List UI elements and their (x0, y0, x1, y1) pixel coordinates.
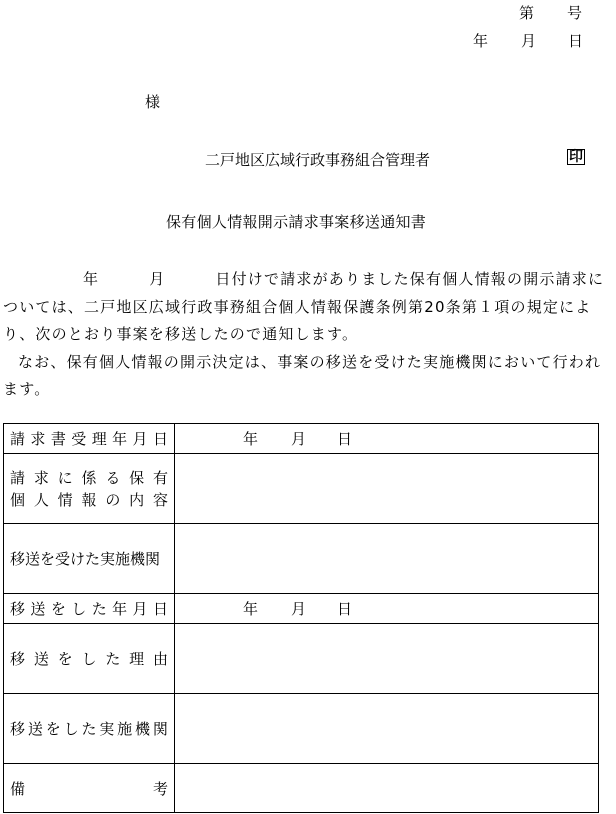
label-char: 移 (10, 720, 26, 738)
label-char: 請 (10, 468, 26, 487)
request-date-year: 年 (83, 270, 100, 288)
label-char: 求 (30, 430, 46, 448)
label-char: 容 (152, 490, 168, 509)
value-requested-info-content[interactable] (175, 454, 599, 524)
recipient-honorific: 様 (145, 93, 161, 111)
body-paragraph-1 (3, 266, 615, 349)
label-char: 理 (129, 650, 145, 668)
table-row-transfer-date (4, 594, 599, 624)
label-char: 備 (10, 779, 26, 798)
label-char: 情 (57, 490, 73, 509)
label-char: 内 (129, 490, 145, 509)
label-char: 係 (81, 468, 97, 487)
label-char: 保 (129, 468, 145, 487)
table-row-request-received-date (4, 424, 599, 454)
label-char: を (45, 720, 61, 738)
document-title: 保有個人情報開示請求事案移送通知書 (166, 213, 427, 231)
label-char: 報 (81, 490, 97, 509)
label-char: 年 (112, 600, 128, 618)
body-text (3, 266, 615, 404)
table-row-requested-info-content (4, 454, 599, 524)
label-char: を (57, 650, 73, 668)
label-char: 日 (152, 430, 168, 448)
issue-date-year: 年 (473, 32, 489, 50)
label-remarks (4, 764, 175, 813)
number-prefix: 第 (519, 4, 535, 22)
table-row-transfer-reason (4, 624, 599, 694)
label-requested-info-content (4, 454, 175, 524)
seal-icon: 印 (569, 149, 583, 165)
value-transfer-date[interactable] (175, 594, 599, 624)
label-char: 求 (33, 468, 49, 487)
value-receiving-agency[interactable] (175, 524, 599, 594)
label-char: し (63, 720, 79, 738)
value-request-received-date[interactable] (175, 424, 599, 454)
issue-date-day: 日 (568, 32, 584, 50)
label-char: 理 (91, 430, 107, 448)
number-suffix: 号 (567, 4, 583, 22)
table-row-receiving-agency (4, 524, 599, 594)
label-char: 書 (50, 430, 66, 448)
label-char: 個 (10, 490, 26, 509)
issuer-name: 二戸地区広域行政事務組合管理者 (205, 151, 431, 169)
date-year: 年 (243, 600, 259, 618)
label-receiving-agency: 移送を受けた実施機関 (4, 524, 175, 594)
value-transferring-agency[interactable] (175, 694, 599, 764)
issue-date (473, 30, 583, 51)
label-char: 請 (10, 430, 26, 448)
label-transferring-agency (4, 694, 175, 764)
label-char: し (81, 650, 97, 668)
label-char: 月 (132, 430, 148, 448)
label-char: 有 (152, 468, 168, 487)
label-char: る (105, 468, 121, 487)
label-char: 実 (99, 720, 115, 738)
label-char: 関 (152, 720, 168, 738)
table-row-remarks (4, 764, 599, 813)
label-char: の (105, 490, 121, 509)
label-char: 受 (71, 430, 87, 448)
label-char: 移 (10, 650, 26, 668)
label-request-received-date (4, 424, 175, 454)
label-char: 移 (10, 600, 26, 618)
label-char: を (50, 600, 66, 618)
label-char: 考 (152, 779, 168, 798)
label-char: 日 (152, 600, 168, 618)
label-transfer-reason (4, 624, 175, 694)
label-char: 送 (27, 720, 43, 738)
date-month: 月 (291, 430, 307, 448)
date-month: 月 (291, 600, 307, 618)
value-remarks[interactable] (175, 764, 599, 813)
label-char: 由 (152, 650, 168, 668)
body-paragraph-2-text: なお、保有個人情報の開示決定は、事案の移送を受けた実施機関において行われます。 (3, 352, 602, 398)
document-number (519, 2, 582, 23)
label-transfer-date (4, 594, 175, 624)
label-char: 機 (135, 720, 151, 738)
body-paragraph-1-text: 日付けで請求がありました保有個人情報の開示請求については、二戸地区広域行政事務組合個人情報保護条例第20条第１項の規定により、次のとおり事案を移送したので通知します。 (3, 270, 605, 343)
label-char: し (71, 600, 87, 618)
label-char: 送 (30, 600, 46, 618)
date-day: 日 (337, 600, 353, 618)
request-date-month: 月 (149, 270, 166, 288)
label-char: 施 (117, 720, 133, 738)
label-char: 人 (33, 490, 49, 509)
label-char: た (91, 600, 107, 618)
table-row-transferring-agency (4, 694, 599, 764)
body-paragraph-2 (3, 349, 615, 404)
value-transfer-reason[interactable] (175, 624, 599, 694)
date-day: 日 (337, 430, 353, 448)
label-char: た (105, 650, 121, 668)
transfer-info-table (3, 423, 599, 813)
label-char: 月 (132, 600, 148, 618)
date-year: 年 (243, 430, 259, 448)
label-char: に (57, 468, 73, 487)
label-char: た (81, 720, 97, 738)
label-char: 送 (33, 650, 49, 668)
issue-date-month: 月 (521, 32, 537, 50)
label-char: 年 (112, 430, 128, 448)
